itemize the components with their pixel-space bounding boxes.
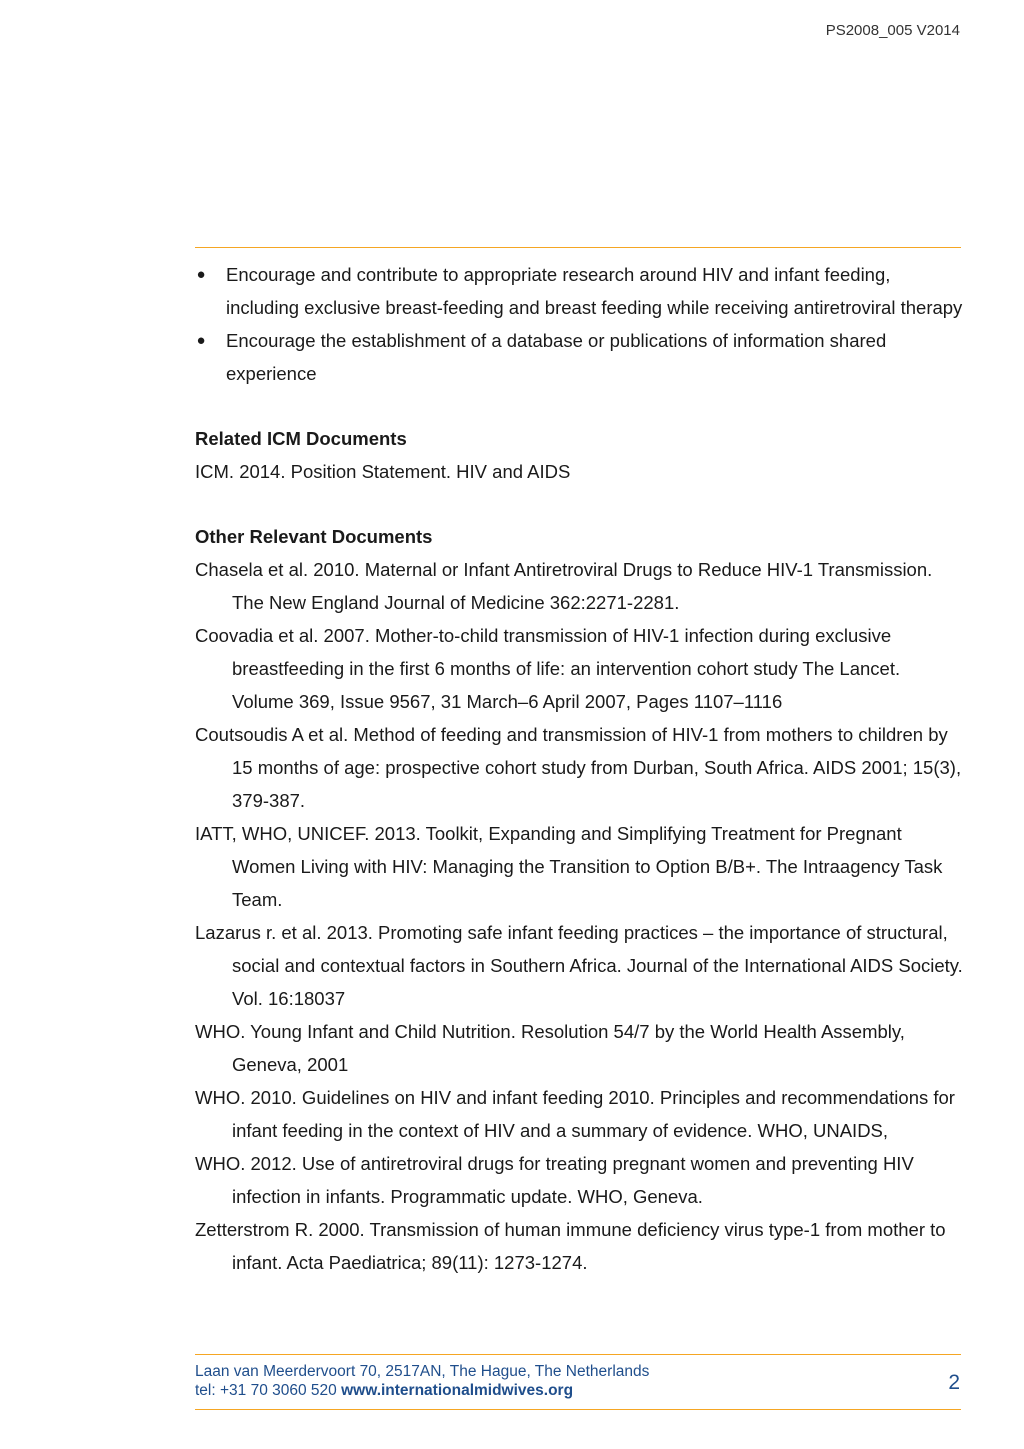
footer-divider-bottom — [195, 1409, 961, 1410]
reference-item: IATT, WHO, UNICEF. 2013. Toolkit, Expanding and Simplifying Treatment for Pregnant Women Living with HIV: Managing the Transition to Option B/B+. The Intraagency Task Team. — [195, 823, 943, 910]
reference-item: Lazarus r. et al. 2013. Promoting safe infant feeding practices – the importance of structural, social and contextual factors in Southern Africa. Journal of the International AIDS Society. Vol. 16:18037 — [195, 922, 963, 1009]
reference-item: Chasela et al. 2010. Maternal or Infant Antiretroviral Drugs to Reduce HIV-1 Transmission. The New England Journal of Medicine 362:2271-2281. — [195, 559, 933, 613]
reference-item: Coutsoudis A et al. Method of feeding and transmission of HIV-1 from mothers to children by 15 months of age: prospective cohort study from Durban, South Africa. AIDS 2001; 15(3), 379-387. — [195, 724, 962, 811]
bullet-list — [195, 258, 965, 390]
footer-divider-top — [195, 1354, 961, 1355]
main-content — [195, 258, 965, 1279]
reference-item: WHO. 2010. Guidelines on HIV and infant feeding 2010. Principles and recommendations for infant feeding in the context of HIV and a summary of evidence. WHO, UNAIDS, — [195, 1087, 955, 1141]
other-documents-heading: Other Relevant Documents — [195, 526, 433, 547]
page-number: 2 — [948, 1371, 960, 1394]
footer-website-link[interactable]: www.internationalmidwives.org — [341, 1382, 574, 1399]
bullet-text: Encourage and contribute to appropriate research around HIV and infant feeding, including exclusive breast-feeding and breast feeding while receiving antiretroviral therapy — [226, 264, 963, 318]
bullet-item — [195, 258, 965, 324]
related-documents-heading: Related ICM Documents — [195, 428, 407, 449]
reference-item: WHO. 2012. Use of antiretroviral drugs for treating pregnant women and preventing HIV infection in infants. Programmatic update. WHO, Geneva. — [195, 1153, 914, 1207]
footer-address-block — [195, 1362, 649, 1400]
bullet-text: Encourage the establishment of a database or publications of information shared experience — [226, 330, 887, 384]
footer-address: Laan van Meerdervoort 70, 2517AN, The Hague, The Netherlands — [195, 1363, 650, 1380]
bullet-item — [195, 324, 965, 390]
document-code: PS2008_005 V2014 — [825, 22, 960, 39]
related-document-item: ICM. 2014. Position Statement. HIV and AIDS — [195, 461, 571, 482]
reference-item: WHO. Young Infant and Child Nutrition. Resolution 54/7 by the World Health Assembly, Geneva, 2001 — [195, 1021, 905, 1075]
footer-contact — [195, 1381, 649, 1400]
footer-telephone: tel: +31 70 3060 520 — [195, 1382, 337, 1399]
bullet-icon: ● — [196, 266, 206, 283]
reference-item: Zetterstrom R. 2000. Transmission of human immune deficiency virus type-1 from mother to infant. Acta Paediatrica; 89(11): 1273-1274. — [195, 1219, 946, 1273]
reference-list — [195, 553, 965, 1279]
reference-item: Coovadia et al. 2007. Mother-to-child transmission of HIV-1 infection during exclusive breastfeeding in the first 6 months of life: an intervention cohort study The Lancet. Volume 369, Issue 9567, 31 March–6 April 2007, Pages 1107–1116 — [195, 625, 901, 712]
header-divider — [195, 247, 961, 248]
bullet-icon: ● — [196, 332, 206, 349]
